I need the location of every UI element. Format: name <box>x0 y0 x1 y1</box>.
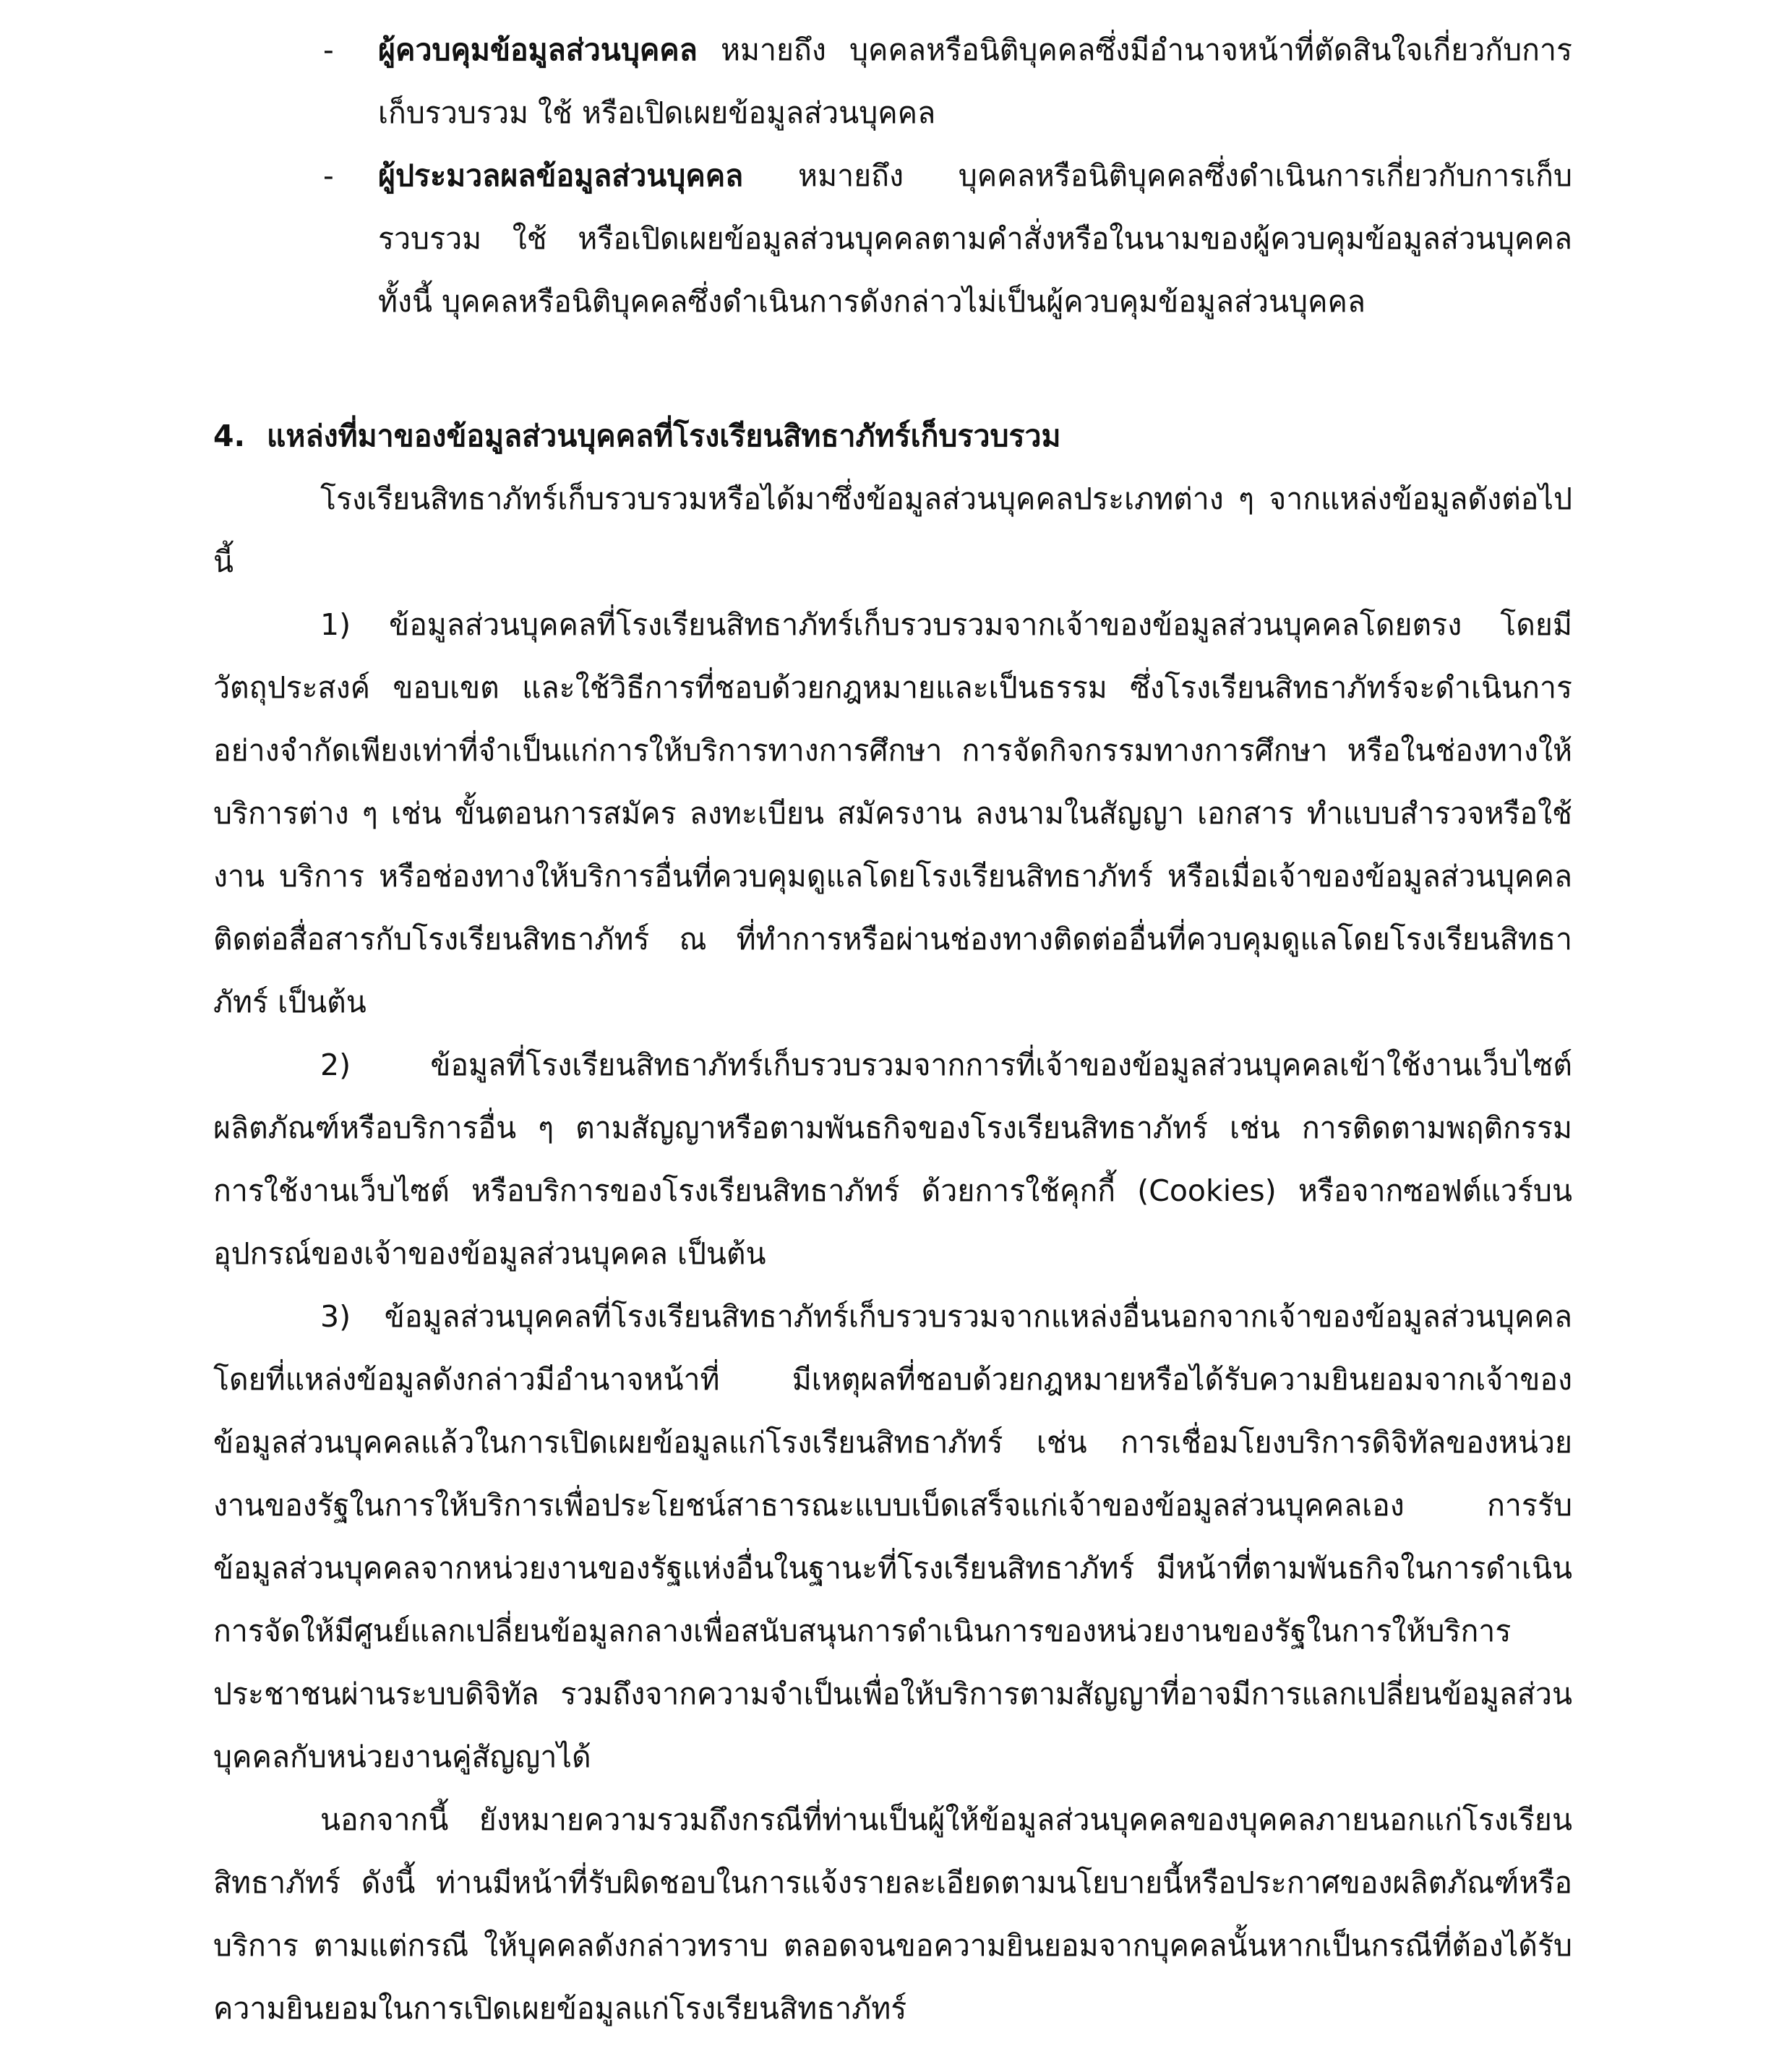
section-spacer <box>213 333 1572 405</box>
definition-term: ผู้ควบคุมข้อมูลส่วนบุคคล <box>378 33 698 67</box>
bullet-dash: - <box>323 158 334 193</box>
source-item-2: 2) ข้อมูลที่โรงเรียนสิทธาภัทร์เก็บรวบรวมจากการที่เจ้าของข้อมูลส่วนบุคคลเข้าใช้งานเว็บไซต์ ผลิตภัณฑ์หรือบริการอื่น ๆ ตามสัญญาหรือตามพันธกิจของโรงเรียนสิทธาภัทร์ เช่น การติดตามพฤติกรรมการใช้งานเว็บไซต์ หรือบริการของโรงเรียนสิทธาภัทร์ ด้วยการใช้คุกกี้ (Cookies) หรือจากซอฟต์แวร์บนอุปกรณ์ของเจ้าของข้อมูลส่วนบุคคล เป็นต้น <box>213 1048 1572 1271</box>
definition-text: หมายถึง บุคคลหรือนิติบุคคลซึ่งดำเนินการเกี่ยวกับการเก็บรวบรวม ใช้ หรือเปิดเผยข้อมูลส่วนบุคคลตามคำสั่งหรือในนามของผู้ควบคุมข้อมูลส่วนบุคคล ทั้งนี้ บุคคลหรือนิติบุคคลซึ่งดำเนินการดังกล่าวไม่เป็นผู้ควบคุมข้อมูลส่วนบุคคล <box>378 158 1572 319</box>
source-item-1: 1) ข้อมูลส่วนบุคคลที่โรงเรียนสิทธาภัทร์เก็บรวบรวมจากเจ้าของข้อมูลส่วนบุคคลโดยตรง โดยมีวัตถุประสงค์ ขอบเขต และใช้วิธีการที่ชอบด้วยกฎหมายและเป็นธรรม ซึ่งโรงเรียนสิทธาภัทร์จะดำเนินการอย่างจำกัดเพียงเท่าที่จำเป็นแก่การให้บริการทางการศึกษา การจัดกิจกรรมทางการศึกษา หรือในช่องทางให้บริการต่าง ๆ เช่น ขั้นตอนการสมัคร ลงทะเบียน สมัครงาน ลงนามในสัญญา เอกสาร ทำแบบสำรวจหรือใช้งาน บริการ หรือช่องทางให้บริการอื่นที่ควบคุมดูแลโดยโรงเรียนสิทธาภัทร์ หรือเมื่อเจ้าของข้อมูลส่วนบุคคลติดต่อสื่อสารกับโรงเรียนสิทธาภัทร์ ณ ที่ทำการหรือผ่านช่องทางติดต่ออื่นที่ควบคุมดูแลโดยโรงเรียนสิทธาภัทร์ เป็นต้น <box>213 607 1572 1019</box>
source-item-3: 3) ข้อมูลส่วนบุคคลที่โรงเรียนสิทธาภัทร์เก็บรวบรวมจากแหล่งอื่นนอกจากเจ้าของข้อมูลส่วนบุคคล โดยที่แหล่งข้อมูลดังกล่าวมีอำนาจหน้าที่ มีเหตุผลที่ชอบด้วยกฎหมายหรือได้รับความยินยอมจากเจ้าของข้อมูลส่วนบุคคลแล้วในการเปิดเผยข้อมูลแก่โรงเรียนสิทธาภัทร์ เช่น การเชื่อมโยงบริการดิจิทัลของหน่วยงานของรัฐในการให้บริการเพื่อประโยชน์สาธารณะแบบเบ็ดเสร็จแก่เจ้าของข้อมูลส่วนบุคคลเอง การรับข้อมูลส่วนบุคคลจากหน่วยงานของรัฐแห่งอื่นในฐานะที่โรงเรียนสิทธาภัทร์ มีหน้าที่ตามพันธกิจในการดำเนินการจัดให้มีศูนย์แลกเปลี่ยนข้อมูลกลางเพื่อสนับสนุนการดำเนินการของหน่วยงานของรัฐในการให้บริการประชาชนผ่านระบบดิจิทัล รวมถึงจากความจำเป็นเพื่อให้บริการตามสัญญาที่อาจมีการแลกเปลี่ยนข้อมูลส่วนบุคคลกับหน่วยงานคู่สัญญาได้ <box>213 1299 1572 1774</box>
definition-processor <box>213 145 1572 333</box>
bullet-dash: - <box>323 33 334 67</box>
document-page <box>213 19 1572 2040</box>
section-heading <box>213 405 1572 468</box>
closing-paragraph: นอกจากนี้ ยังหมายความรวมถึงกรณีที่ท่านเป็นผู้ให้ข้อมูลส่วนบุคคลของบุคคลภายนอกแก่โรงเรียนสิทธาภัทร์ ดังนี้ ท่านมีหน้าที่รับผิดชอบในการแจ้งรายละเอียดตามนโยบายนี้หรือประกาศของผลิตภัณฑ์หรือบริการ ตามแต่กรณี ให้บุคคลดังกล่าวทราบ ตลอดจนขอความยินยอมจากบุคคลนั้นหากเป็นกรณีที่ต้องได้รับความยินยอมในการเปิดเผยข้อมูลแก่โรงเรียนสิทธาภัทร์ <box>213 1802 1572 2026</box>
definition-text: หมายถึง บุคคลหรือนิติบุคคลซึ่งมีอำนาจหน้าที่ตัดสินใจเกี่ยวกับการเก็บรวบรวม ใช้ หรือเปิดเผยข้อมูลส่วนบุคคล <box>378 33 1572 130</box>
section-title: แหล่งที่มาของข้อมูลส่วนบุคคลที่โรงเรียนสิทธาภัทร์เก็บรวบรวม <box>267 419 1061 453</box>
definition-term: ผู้ประมวลผลข้อมูลส่วนบุคคล <box>378 158 744 193</box>
intro-paragraph: โรงเรียนสิทธาภัทร์เก็บรวบรวมหรือได้มาซึ่งข้อมูลส่วนบุคคลประเภทต่าง ๆ จากแหล่งข้อมูลดังต่อไปนี้ <box>213 481 1572 579</box>
definition-controller <box>213 19 1572 145</box>
section-number: 4. <box>213 419 246 453</box>
